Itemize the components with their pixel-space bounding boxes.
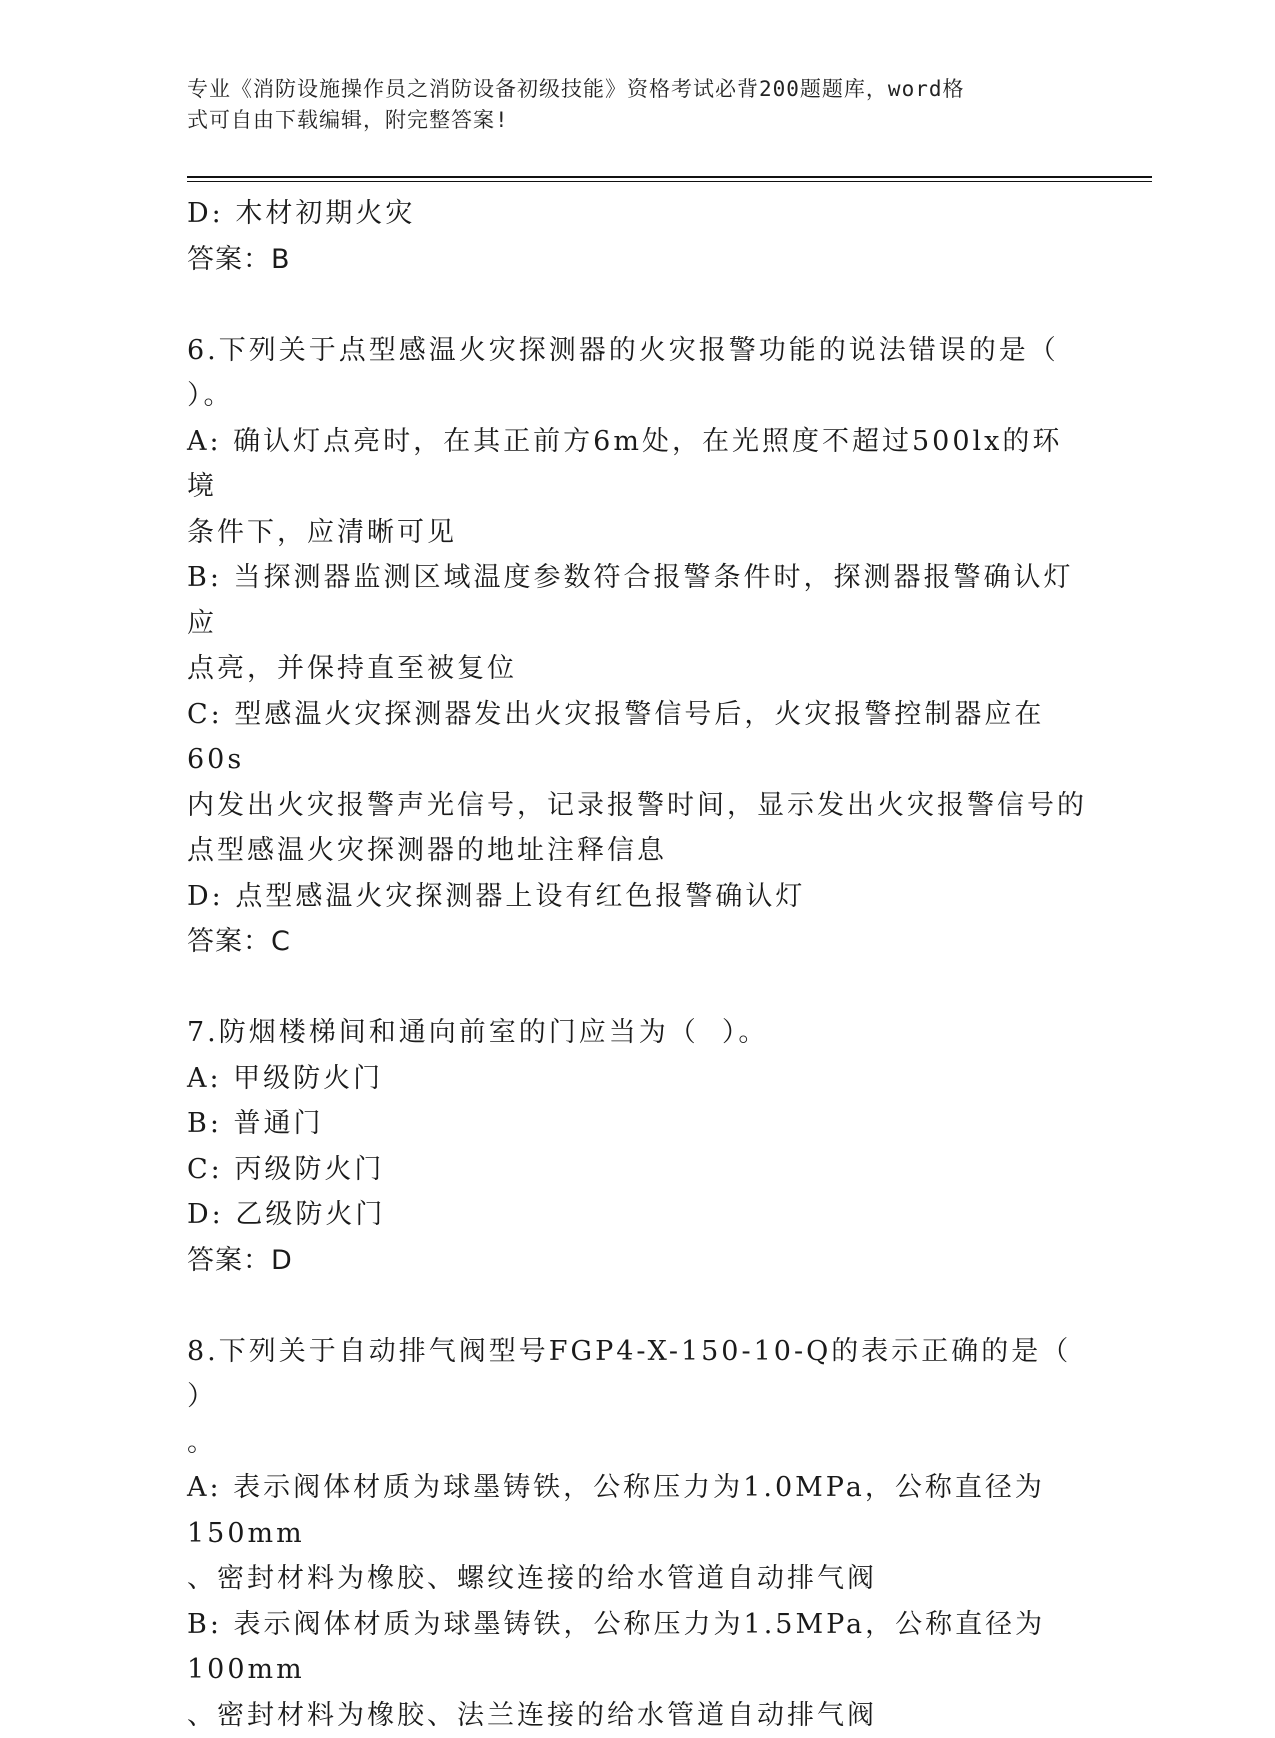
option-a: A: 确认灯点亮时，在其正前方6m处，在光照度不超过500lx的环境 [187,419,1087,510]
header-divider-thin [187,181,1152,182]
header-divider-thick [187,176,1152,178]
question-7 [187,1010,1087,1283]
question-stem: 8.下列关于自动排气阀型号FGP4-X-150-10-Q的表示正确的是（ ） [187,1329,1087,1420]
question-6 [187,328,1087,965]
option-a-cont: 、密封材料为橡胶、螺纹连接的给水管道自动排气阀 [187,1556,1087,1602]
question-stem-cont: 。 [187,1420,1087,1466]
option-c-cont: 点型感温火灾探测器的地址注释信息 [187,828,1087,874]
option-a: A: 表示阀体材质为球墨铸铁，公称压力为1.0MPa，公称直径为150mm [187,1465,1087,1556]
spacer [187,965,1087,1011]
option-b-cont: 点亮，并保持直至被复位 [187,646,1087,692]
header-line-1: 专业《消防设施操作员之消防设备初级技能》资格考试必背200题题库，word格 [187,74,1067,105]
document-header [187,74,1067,136]
answer: 答案：D [187,1238,1087,1284]
option-c: C: 丙级防火门 [187,1147,1087,1193]
question-stem: 6.下列关于点型感温火灾探测器的火灾报警功能的说法错误的是（ [187,328,1087,374]
option-a-cont: 条件下，应清晰可见 [187,510,1087,556]
option-d: D: 木材初期火灾 [187,191,1087,237]
spacer [187,282,1087,328]
option-c: C: 型感温火灾探测器发出火灾报警信号后，火灾报警控制器应在60s [187,692,1087,783]
answer: 答案：C [187,919,1087,965]
header-line-2: 式可自由下载编辑，附完整答案! [187,105,1067,136]
option-b: B: 当探测器监测区域温度参数符合报警条件时，探测器报警确认灯应 [187,555,1087,646]
option-a: A: 甲级防火门 [187,1056,1087,1102]
option-b: B: 表示阀体材质为球墨铸铁，公称压力为1.5MPa，公称直径为100mm [187,1602,1087,1693]
question-8 [187,1329,1087,1738]
option-c-cont: 内发出火灾报警声光信号，记录报警时间，显示发出火灾报警信号的 [187,783,1087,829]
answer: 答案：B [187,237,1087,283]
document-body [187,191,1087,1738]
option-b: B: 普通门 [187,1101,1087,1147]
option-d: D: 乙级防火门 [187,1192,1087,1238]
option-d: D: 点型感温火灾探测器上设有红色报警确认灯 [187,874,1087,920]
question-stem-cont: ）。 [187,373,1087,419]
option-b-cont: 、密封材料为橡胶、法兰连接的给水管道自动排气阀 [187,1693,1087,1738]
previous-question-tail [187,191,1087,282]
question-stem: 7.防烟楼梯间和通向前室的门应当为（ ）。 [187,1010,1087,1056]
spacer [187,1283,1087,1329]
